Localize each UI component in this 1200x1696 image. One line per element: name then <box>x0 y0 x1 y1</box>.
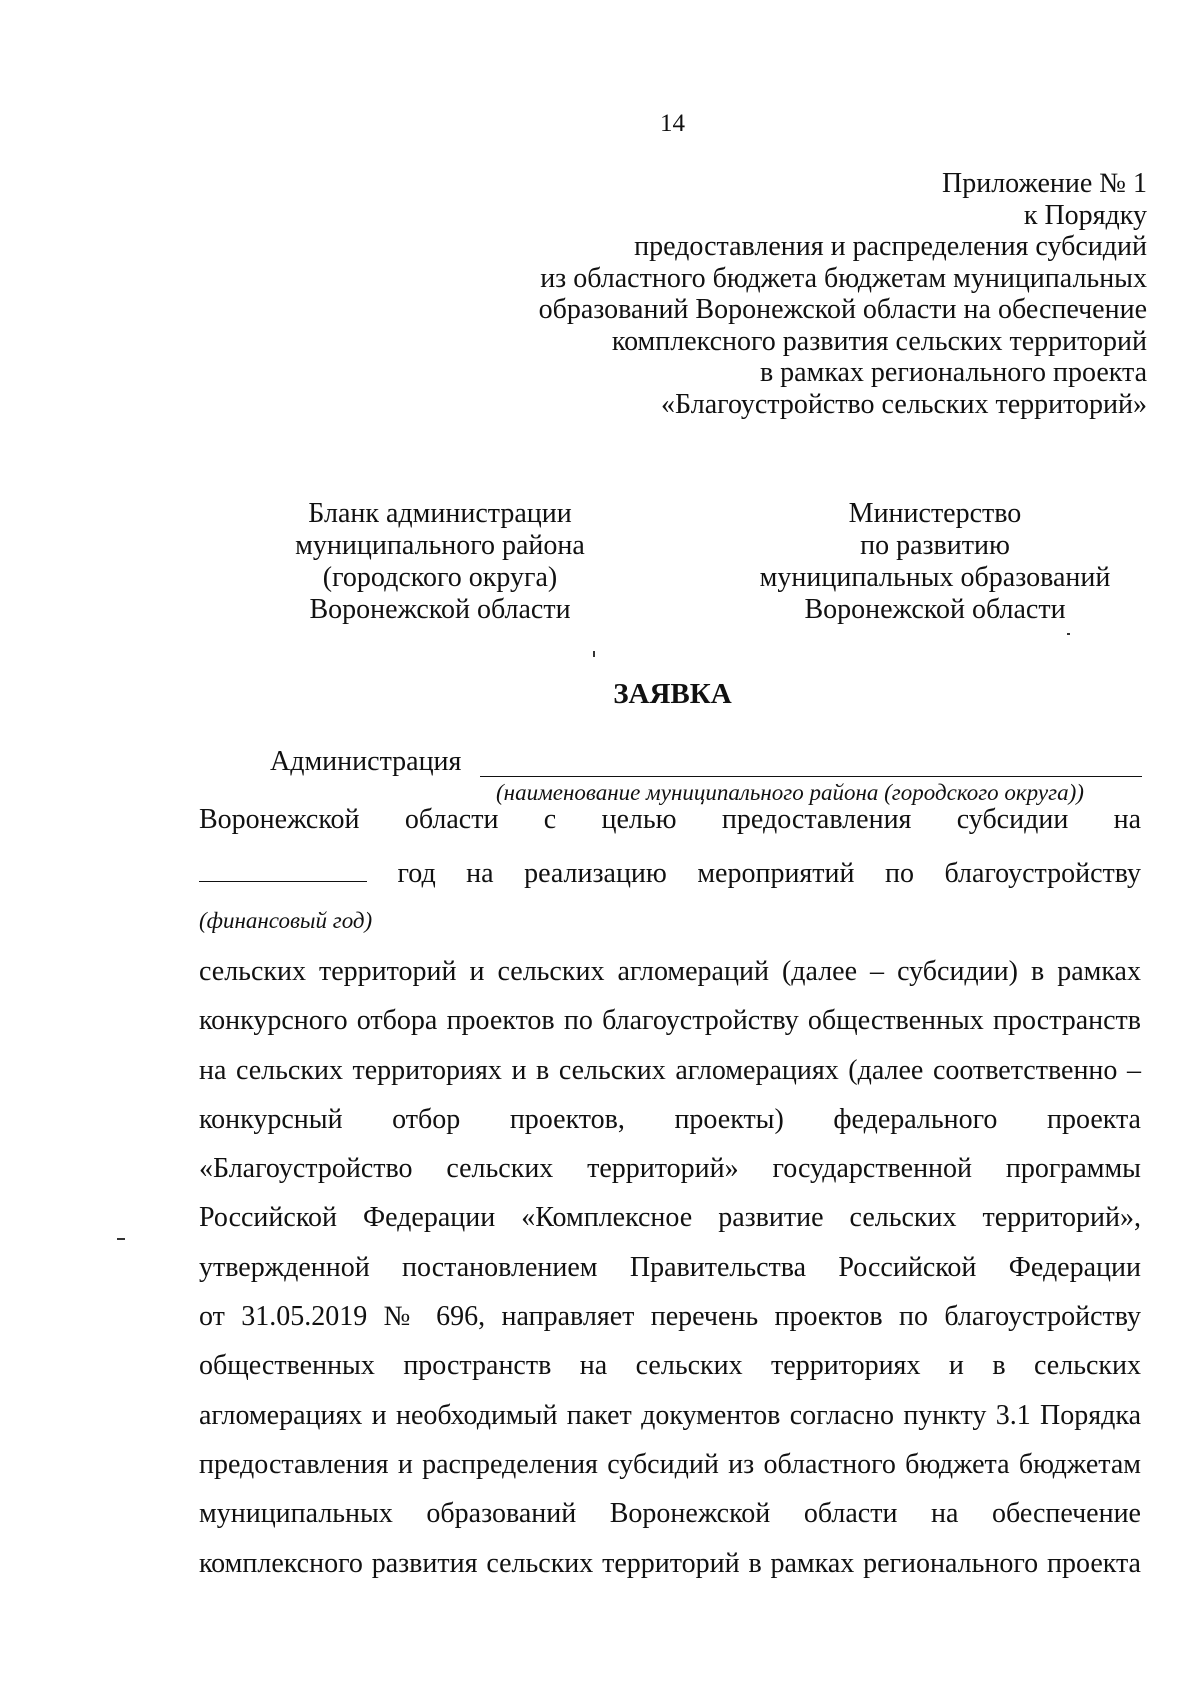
form-line-2 <box>199 855 1141 889</box>
sender-line: (городского округа) <box>322 562 558 593</box>
body-text <box>199 947 1141 1588</box>
recipient-line: Министерство <box>848 498 1022 529</box>
sender-block <box>245 498 635 626</box>
form-word: целью <box>601 804 677 835</box>
sender-line: муниципального района <box>295 530 585 561</box>
form-line-1 <box>199 803 1141 837</box>
form-word: по <box>884 858 914 889</box>
year-caption: (финансовый год) <box>199 908 373 933</box>
form-word: мероприятий <box>697 858 855 889</box>
recipient-block <box>750 498 1120 626</box>
form-word: области <box>404 804 499 835</box>
appendix-line: из областного бюджета бюджетам муниципальных <box>540 262 1147 294</box>
recipient-line: Воронежской области <box>804 594 1066 625</box>
form-word: реализацию <box>524 858 667 889</box>
sender-line: Бланк администрации <box>308 498 572 529</box>
municipality-name-blank <box>480 776 1142 777</box>
form-word: на <box>1113 804 1142 835</box>
sender-line: Воронежской области <box>309 594 571 625</box>
form-word: субсидии <box>956 804 1069 835</box>
body-line: предоставления и распределения субсидий из областного бюджета бюджетам <box>199 1448 1141 1480</box>
body-line: сельских территорий и сельских агломераций (далее – субсидии) в рамках <box>199 956 1141 987</box>
body-line: конкурсного отбора проектов по благоустройству общественных пространств <box>199 1005 1141 1037</box>
appendix-line: «Благоустройство сельских территорий» <box>661 388 1147 420</box>
appendix-line: Приложение № 1 <box>942 168 1147 199</box>
form-word: год <box>397 858 436 889</box>
form-word: благоустройству <box>944 858 1142 889</box>
scan-speck <box>117 1238 125 1240</box>
body-line: конкурсный отбор проектов, проекты) федерального проекта <box>199 1103 1141 1135</box>
body-line: агломерациях и необходимый пакет документов согласно пункту 3.1 Порядка <box>199 1399 1141 1431</box>
scan-speck <box>593 651 595 657</box>
year-blank <box>199 855 367 882</box>
recipient-line: муниципальных образований <box>759 562 1111 593</box>
administration-label: Администрация <box>270 746 462 777</box>
appendix-reference <box>347 168 1147 420</box>
appendix-line: к Порядку <box>1023 199 1147 231</box>
form-word: предоставления <box>721 804 912 835</box>
body-line: утвержденной постановлением Правительства Российской Федерации <box>199 1251 1141 1283</box>
appendix-line: комплексного развития сельских территорий <box>611 325 1147 357</box>
body-line: общественных пространств на сельских территориях и в сельских <box>199 1350 1141 1382</box>
body-line: от 31.05.2019 № 696, направляет перечень проектов по благоустройству <box>199 1301 1141 1333</box>
document-title: ЗАЯВКА <box>613 678 732 710</box>
appendix-line: в рамках регионального проекта <box>759 357 1147 388</box>
recipient-line: по развитию <box>860 530 1010 561</box>
appendix-line: образований Воронежской области на обеспечение <box>538 294 1147 325</box>
scan-speck <box>1067 633 1070 635</box>
body-line: на сельских территориях и в сельских агломерациях (далее соответственно – <box>199 1054 1141 1086</box>
body-line: Российской Федерации «Комплексное развитие сельских территорий», <box>199 1202 1141 1234</box>
body-line: муниципальных образований Воронежской области на обеспечение <box>199 1498 1141 1530</box>
page-number: 14 <box>660 110 685 137</box>
form-word: с <box>543 804 557 835</box>
body-line: «Благоустройство сельских территорий» государственной программы <box>199 1153 1141 1185</box>
appendix-line: предоставления и распределения субсидий <box>634 231 1147 262</box>
form-word: Воронежской <box>199 804 360 835</box>
form-word: на <box>466 858 494 889</box>
body-line: комплексного развития сельских территорий в рамках регионального проекта <box>199 1547 1141 1579</box>
municipality-caption: (наименование муниципального района (городского округа)) <box>496 780 1084 805</box>
